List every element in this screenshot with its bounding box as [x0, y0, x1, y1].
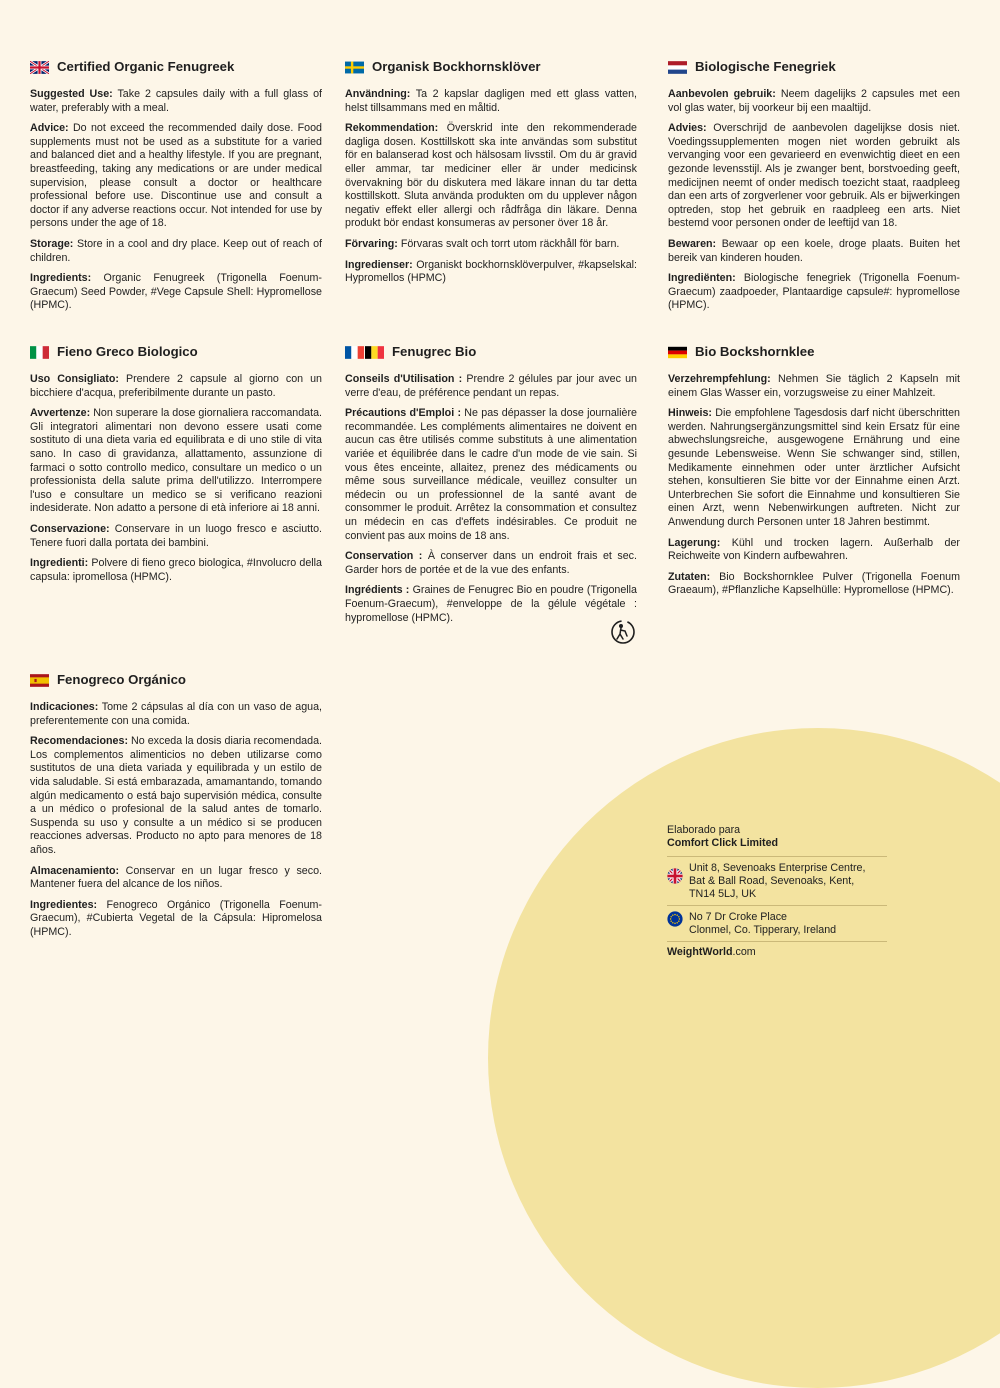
advice: Recomendaciones: No exceda la dosis diaria recomendada. Los complementos alimenticios no deben utilizarse como sustitutos de una dieta variada y equilibrada y un estilo de vida saludable. Si está embarazada, amamantando, tomando algún medicamento o está bajo supervisión médica, consulte a un médico o profesional de la salud antes de tomarlo. Suspenda su uso y consulte a un médico si se producen reacciones adversas. Producto no apto para menores de 18 años.	[30, 735, 322, 856]
ingredients: Ingredienser: Organiskt bockhornsklöverpulver, #kapselskal: Hypromellos (HPMC)	[345, 258, 637, 285]
storage: Bewaren: Bewaar op een koele, droge plaats. Buiten het bereik van kinderen houden.	[668, 237, 960, 264]
uk-address-line: Unit 8, Sevenoaks Enterprise Centre,	[689, 862, 866, 874]
uk-address-line: TN14 5LJ, UK	[689, 888, 757, 900]
advice: Advice: Do not exceed the recommended daily dose. Food supplements must not be used as a substitute for a varied and balanced diet and a healthy lifestyle. If you are pregnant, breastfeeding, taking any medications or are under medical supervision, please consult a doctor or healthcare professional before use. Discontinue use and consult a doctor if any adverse reactions occur. Not intended for use by persons under the age of 18.	[30, 122, 322, 230]
suggested-use: Suggested Use: Take 2 capsules daily with a full glass of water, preferably with a meal.	[30, 88, 322, 114]
section-title: Bio Bockshornklee	[668, 343, 960, 361]
website: WeightWorld.com	[667, 941, 887, 959]
advice: Advies: Overschrijd de aanbevolen dagelijkse dosis niet. Voedingssupplementen mogen niet worden gebruikt als vervanging voor een gevarieerd en evenwichtig dieet en een gezonde levensstijl. Als je zwanger bent, borstvoeding geeft, medicijnen neemt of onder medisch toezicht staat, raadpleeg dan een arts of zorgverlener voor gebruik. Als er bijwerkingen optreden, stop het gebruik en raadpleeg een arts. Niet bestemd voor personen onder de leeftijd van 18.	[668, 122, 960, 230]
storage: Storage: Store in a cool and dry place. Keep out of reach of children.	[30, 237, 322, 264]
section-german	[668, 343, 960, 605]
suggested-use: Uso Consigliato: Prendere 2 capsule al giorno con un bicchiere d'acqua, preferibilmente durante un pasto.	[30, 373, 323, 399]
ingredients: Ingredientes: Fenogreco Orgánico (Trigonella Foenum-Graecum), #Cubierta Vegetal de la Cápsula: Hipromelosa (HPMC).	[30, 898, 322, 938]
suggested-use: Verzehrempfehlung: Nehmen Sie täglich 2 Kapseln mit einem Glas Wasser ein, vorzugsweise zu einer Mahlzeit.	[668, 373, 960, 399]
spain-flag-icon	[30, 674, 49, 687]
made-for-label: Elaborado para	[667, 824, 741, 836]
storage: Conservation : À conserver dans un endroit frais et sec. Garder hors de portée et de la vue des enfants.	[345, 550, 637, 576]
uk-address-line: Bat & Ball Road, Sevenoaks, Kent,	[689, 875, 855, 887]
section-italian	[30, 343, 322, 591]
sweden-flag-icon	[345, 61, 364, 74]
uk-address	[667, 856, 887, 905]
advice: Rekommendation: Överskrid inte den rekommenderade dagliga dosen. Kosttillskott ska inte användas som substitut för en balanserad kost och hälsosam livsstil. Om du är gravid eller ammar, tar mediciner eller är under medicinsk övervakning bör du diskutera med läkare innan du tar detta kosttillskott. Sluta använda produkten om du upplever någon negativ effekt eller allergi och rådfråga din läkare. Denna produkt bör endast konsumeras av personer över 18 år.	[345, 122, 637, 230]
eu-flag-icon	[667, 911, 683, 927]
suggested-use: Indicaciones: Tome 2 cápsulas al día con un vaso de agua, preferentemente con una comida.	[30, 701, 322, 727]
ingredients: Ingrédients : Graines de Fenugrec Bio en poudre (Trigonella Foenum-Graecum), #enveloppe de la gélule végétale : hypromellose (HPMC).	[345, 584, 637, 624]
ingredients: Ingrediënten: Biologische fenegriek (Trigonella Foenum-Graecum) zaadpoeder, Plantaardige capsule#: hypromellose (HPMC).	[668, 272, 960, 312]
advice: Avvertenze: Non superare la dose giornaliera raccomandata. Gli integratori alimentari non devono essere usati come sostituto di una dieta varia ed equilibrata e di uno stile di vita sano. In caso di gravidanza, allattamento, assunzione di farmaci o sotto controllo medico, consultare un medico o un professionista della salute prima dell'utilizzo. Interrompere l'uso e consultare un medico se si verificano reazioni indesiderate. Non adatto a persone di età inferiore ai 18 anni.	[30, 407, 322, 515]
eu-address	[667, 905, 887, 941]
section-title: Fieno Greco Biologico	[30, 343, 322, 361]
uk-flag-icon	[30, 61, 49, 74]
ingredients: Ingredienti: Polvere di fieno greco biologica, #Involucro della capsula: ipromellosa (HPMC).	[30, 557, 322, 583]
eu-address-line: No 7 Dr Croke Place	[689, 911, 788, 923]
recycle-person-icon	[609, 618, 637, 646]
advice: Précautions d'Emploi : Ne pas dépasser la dose journalière recommandée. Les compléments alimentaires ne doivent en aucun cas être utilisés comme substituts à une alimentation variée et équilibrée dans le cadre d'un mode de vie sain. Si vous êtes enceinte, allaitez, prenez des médicaments ou même sous surveillance médicale, veuillez consulter un médecin ou un professionnel de la santé avant de consommer le produit. Arrêtez la consommation et consultez un médecin en cas d'effets indésirables. Ce produit ne convient pas aux moins de 18 ans.	[345, 407, 637, 542]
section-dutch	[668, 58, 960, 320]
storage: Förvaring: Förvaras svalt och torrt utom räckhåll för barn.	[345, 237, 620, 250]
section-title: Certified Organic Fenugreek	[30, 58, 322, 76]
advice: Hinweis: Die empfohlene Tagesdosis darf nicht überschritten werden. Nahrungsergänzungsmittel sind kein Ersatz für eine abwechslungsreiche, ausgewogene Ernährung und eine gesunde Lebensweise. Wenn Sie schwanger sind, stillen, Medikamente einnehmen oder unter ärztlicher Aufsicht stehen, konsultieren Sie bitte vor der Einnahme einen Arzt. Unterbrechen Sie sofort die Einnahme und konsultieren Sie einen Arzt, wenn Nebenwirkungen auftreten. Nicht zur Anwendung durch Personen unter 18 Jahren bestimmt.	[668, 407, 960, 528]
suggested-use: Aanbevolen gebruik: Neem dagelijks 2 capsules met een vol glas water, bij voorkeur bij een maaltijd.	[668, 88, 960, 114]
suggested-use: Användning: Ta 2 kapslar dagligen med ett glass vatten, helst tillsammans med en måltid.	[345, 88, 637, 114]
belgium-flag-icon	[365, 346, 384, 359]
eu-address-line: Clonmel, Co. Tipperary, Ireland	[689, 924, 837, 936]
section-swedish	[345, 58, 637, 293]
ingredients: Ingredients: Organic Fenugreek (Trigonella Foenum-Graecum) Seed Powder, #Vege Capsule Shell: Hypromellose (HPMC).	[30, 272, 322, 312]
storage: Almacenamiento: Conservar en un lugar fresco y seco. Mantener fuera del alcance de los niños.	[30, 864, 322, 891]
storage: Conservazione: Conservare in un luogo fresco e asciutto. Tenere fuori dalla portata dei bambini.	[30, 522, 322, 549]
ingredients: Zutaten: Bio Bockshornklee Pulver (Trigonella Foenum Graeaum), #Pflanzliche Kapselhülle: Hypromellose (HPMC).	[668, 570, 960, 597]
italy-flag-icon	[30, 346, 49, 359]
france-flag-icon	[345, 346, 364, 359]
germany-flag-icon	[668, 346, 687, 359]
netherlands-flag-icon	[668, 61, 687, 74]
section-english	[30, 58, 322, 320]
suggested-use: Conseils d'Utilisation : Prendre 2 gélules par jour avec un verre d'eau, de préférence pendant un repas.	[345, 373, 637, 399]
company-name: Comfort Click Limited	[667, 837, 779, 849]
section-title: Fenugrec Bio	[345, 343, 637, 361]
section-title: Organisk Bockhornsklöver	[345, 58, 637, 76]
uk-flag-icon	[667, 868, 683, 884]
section-title: Biologische Fenegriek	[668, 58, 960, 76]
manufacturer-credit	[667, 824, 887, 959]
section-spanish	[30, 671, 322, 947]
section-french	[345, 343, 637, 632]
section-title: Fenogreco Orgánico	[30, 671, 322, 689]
storage: Lagerung: Kühl und trocken lagern. Außerhalb der Reichweite von Kindern aufbewahren.	[668, 536, 960, 563]
